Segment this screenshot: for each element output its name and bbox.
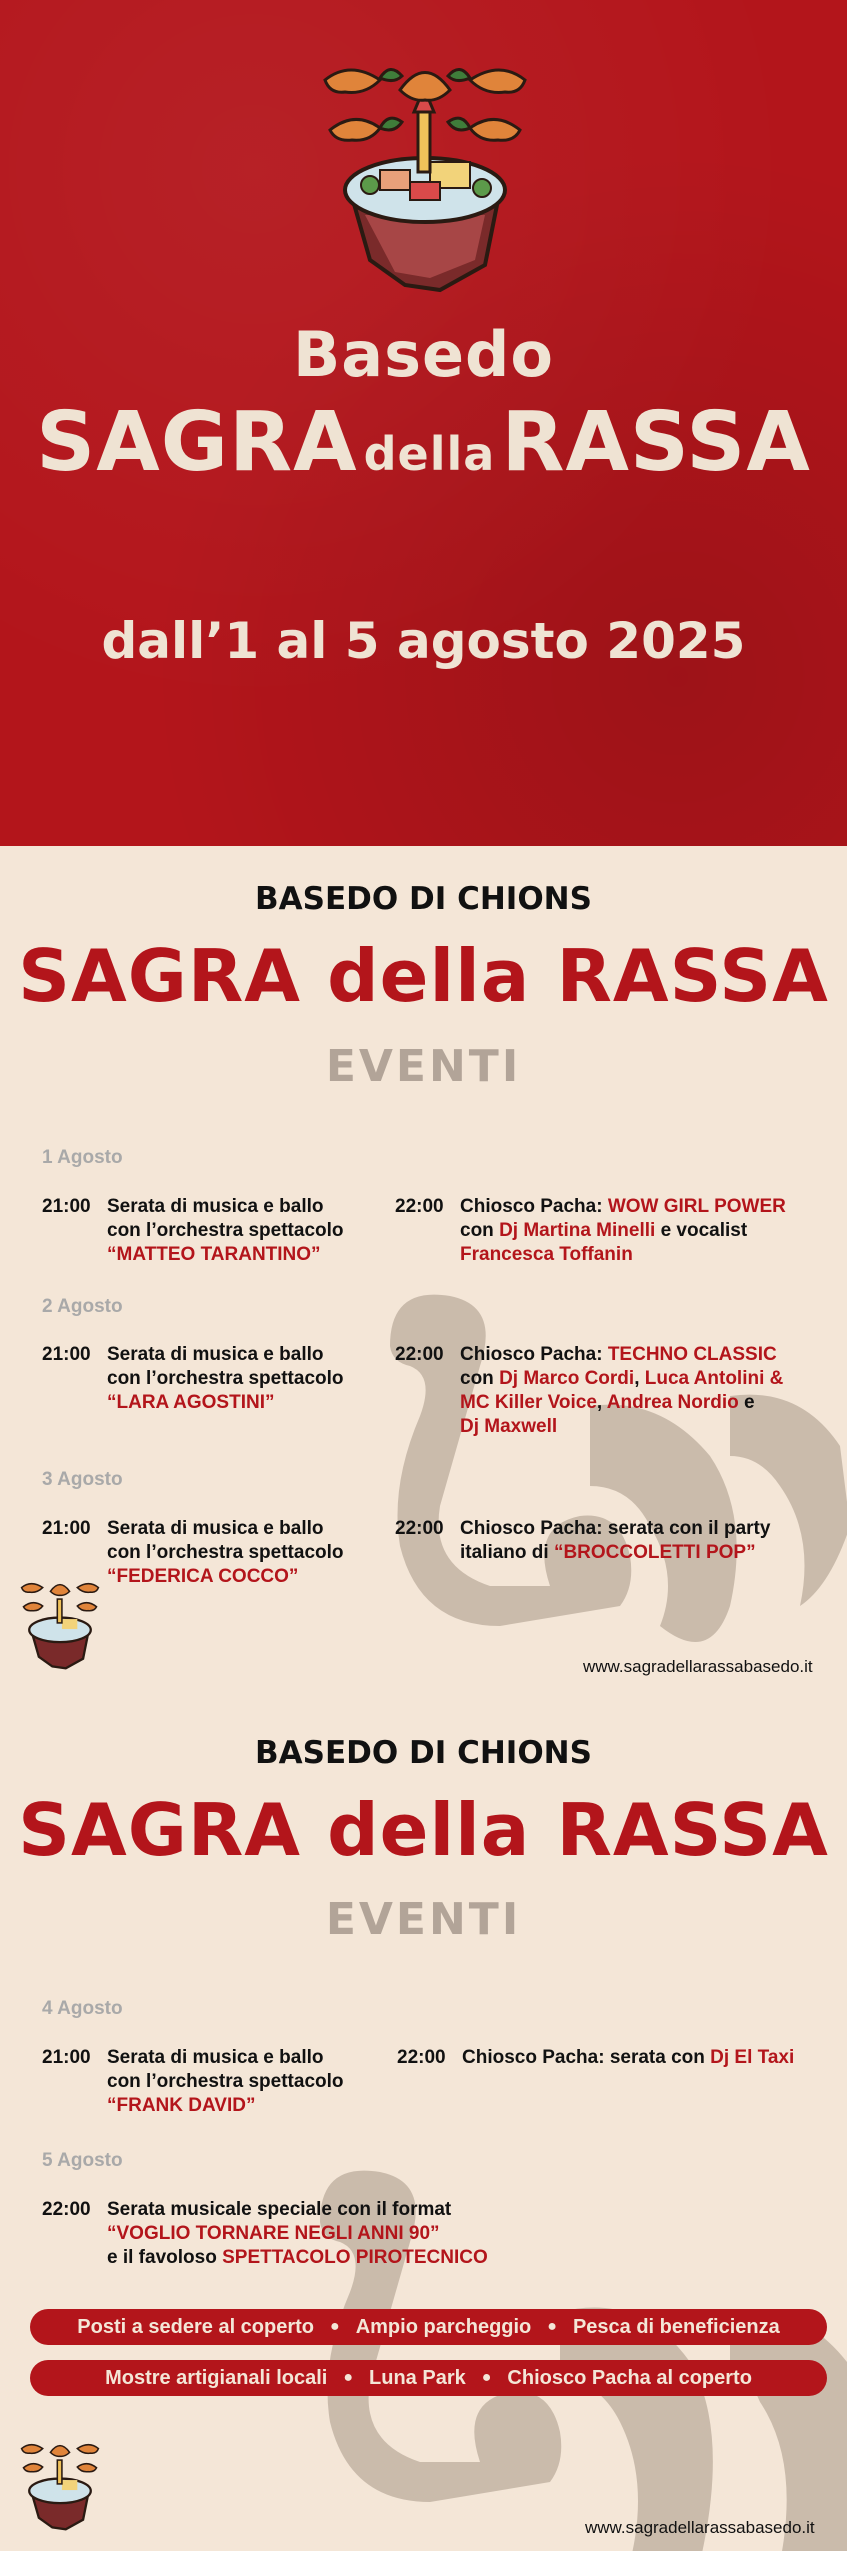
bullet-icon: ● xyxy=(547,2318,557,2335)
event-line: Serata di musica e ballo xyxy=(107,1518,324,1539)
service-item: Chiosco Pacha al coperto xyxy=(507,2366,752,2389)
event-artist: Luca Antolini & xyxy=(644,1368,784,1389)
event-line: con l’orchestra spettacolo xyxy=(107,1368,344,1389)
day-label: 1 Agosto xyxy=(42,1147,123,1168)
event-text xyxy=(107,2198,562,2270)
poster-title-right: RASSA xyxy=(501,395,811,490)
event-artist: “FEDERICA COCCO” xyxy=(107,1566,299,1587)
event-line: e xyxy=(738,1392,755,1413)
event-line: Chiosco Pacha: xyxy=(460,1344,608,1365)
bullet-icon: ● xyxy=(343,2369,354,2386)
event-artist: “FRANK DAVID” xyxy=(107,2095,256,2116)
day-label: 3 Agosto xyxy=(42,1469,123,1490)
day-label: 2 Agosto xyxy=(42,1296,123,1317)
event-text xyxy=(107,1195,382,1267)
event-line: con l’orchestra spettacolo xyxy=(107,2071,344,2092)
event-time: 22:00 xyxy=(395,1344,444,1365)
event-time: 22:00 xyxy=(395,1196,444,1217)
event-left xyxy=(42,1343,382,1415)
sagra-logo-icon xyxy=(15,2437,105,2537)
event-line: con l’orchestra spettacolo xyxy=(107,1542,344,1563)
services-bar-1 xyxy=(30,2309,827,2345)
event-line: con l’orchestra spettacolo xyxy=(107,1220,344,1241)
website-link[interactable]: www.sagradellarassabasedo.it xyxy=(583,1657,813,1676)
event-artist: “MATTEO TARANTINO” xyxy=(107,1244,321,1265)
service-item: Pesca di beneficienza xyxy=(572,2315,780,2338)
panel2-section-label: EVENTI xyxy=(325,1894,522,1945)
service-item: Posti a sedere al coperto xyxy=(77,2315,315,2338)
service-item: Luna Park xyxy=(369,2366,466,2389)
event-line: e vocalist xyxy=(655,1220,748,1241)
event-text xyxy=(460,1517,815,1565)
service-item: Mostre artigianali locali xyxy=(105,2366,328,2389)
event-line: Serata di musica e ballo xyxy=(107,1196,324,1217)
event-time: 21:00 xyxy=(42,1196,91,1217)
events-panel-2 xyxy=(0,1692,847,2551)
event-artist: Francesca Toffanin xyxy=(460,1244,633,1265)
website-link[interactable]: www.sagradellarassabasedo.it xyxy=(585,2518,815,2537)
panel2-title: SAGRA della RASSA xyxy=(18,1788,829,1872)
event-time: 22:00 xyxy=(395,1518,444,1539)
event-artist: Dj Maxwell xyxy=(460,1416,558,1437)
event-line: Serata di musica e ballo xyxy=(107,1344,324,1365)
event-line: , xyxy=(596,1392,607,1413)
event-artist: WOW GIRL POWER xyxy=(607,1196,786,1217)
poster-dates: dall’1 al 5 agosto 2025 xyxy=(101,612,746,670)
event-time: 22:00 xyxy=(42,2199,91,2220)
event-text xyxy=(107,2046,382,2118)
events-panel-1 xyxy=(0,846,847,1692)
service-item: Ampio parcheggio xyxy=(355,2315,532,2338)
poster-town-name: Basedo xyxy=(292,318,555,391)
event-artist: “VOGLIO TORNARE NEGLI ANNI 90” xyxy=(107,2223,440,2244)
event-artist: “BROCCOLETTI POP” xyxy=(553,1542,756,1563)
bullet-icon: ● xyxy=(330,2318,340,2335)
event-line: , xyxy=(634,1368,645,1389)
event-time: 22:00 xyxy=(397,2047,446,2068)
event-time: 21:00 xyxy=(42,1518,91,1539)
services-bar-2 xyxy=(30,2360,827,2396)
event-text xyxy=(460,1195,815,1267)
event-line: con xyxy=(460,1368,500,1389)
event-left xyxy=(42,1195,382,1267)
poster-header xyxy=(0,0,847,846)
day-label: 4 Agosto xyxy=(42,1998,123,2019)
event-text xyxy=(107,1517,382,1589)
event-artist: SPETTACOLO PIROTECNICO xyxy=(222,2247,488,2268)
event-artist: Dj Martina Minelli xyxy=(499,1220,656,1241)
poster-title xyxy=(0,395,847,490)
sagra-logo-icon xyxy=(15,1576,105,1676)
event-artist: “LARA AGOSTINI” xyxy=(107,1392,275,1413)
event-time: 21:00 xyxy=(42,1344,91,1365)
event-right xyxy=(395,1517,815,1565)
event-artist: MC Killer Voice xyxy=(460,1392,597,1413)
event-line: Serata musicale speciale con il format xyxy=(107,2199,452,2220)
event-artist: TECHNO CLASSIC xyxy=(607,1344,777,1365)
event-right xyxy=(397,2046,837,2070)
sagra-logo-icon xyxy=(310,50,540,310)
event-right xyxy=(395,1343,815,1439)
panel1-subtitle: BASEDO DI CHIONS xyxy=(255,881,592,917)
event-left xyxy=(42,2046,382,2118)
day-label: 5 Agosto xyxy=(42,2150,123,2171)
event-line: italiano di xyxy=(460,1542,554,1563)
poster-title-left: SAGRA xyxy=(36,395,358,490)
event-text xyxy=(462,2046,837,2070)
event-text xyxy=(107,1343,382,1415)
event-left xyxy=(42,2198,562,2270)
event-artist: Dj Marco Cordi xyxy=(499,1368,635,1389)
event-text xyxy=(460,1343,815,1439)
event-line: Chiosco Pacha: serata con xyxy=(462,2047,711,2068)
event-artist: Andrea Nordio xyxy=(606,1392,739,1413)
panel2-subtitle: BASEDO DI CHIONS xyxy=(255,1735,592,1771)
panel1-title: SAGRA della RASSA xyxy=(18,934,829,1018)
bullet-icon: ● xyxy=(481,2369,492,2386)
poster-title-mid: della xyxy=(363,427,496,481)
event-line: Chiosco Pacha: serata con il party xyxy=(460,1518,771,1539)
panel1-section-label: EVENTI xyxy=(325,1041,522,1092)
event-line: Serata di musica e ballo xyxy=(107,2047,324,2068)
event-artist: Dj El Taxi xyxy=(710,2047,795,2068)
event-line: e il favoloso xyxy=(107,2247,223,2268)
event-right xyxy=(395,1195,815,1267)
event-time: 21:00 xyxy=(42,2047,91,2068)
event-line: Chiosco Pacha: xyxy=(460,1196,608,1217)
event-line: con xyxy=(460,1220,500,1241)
